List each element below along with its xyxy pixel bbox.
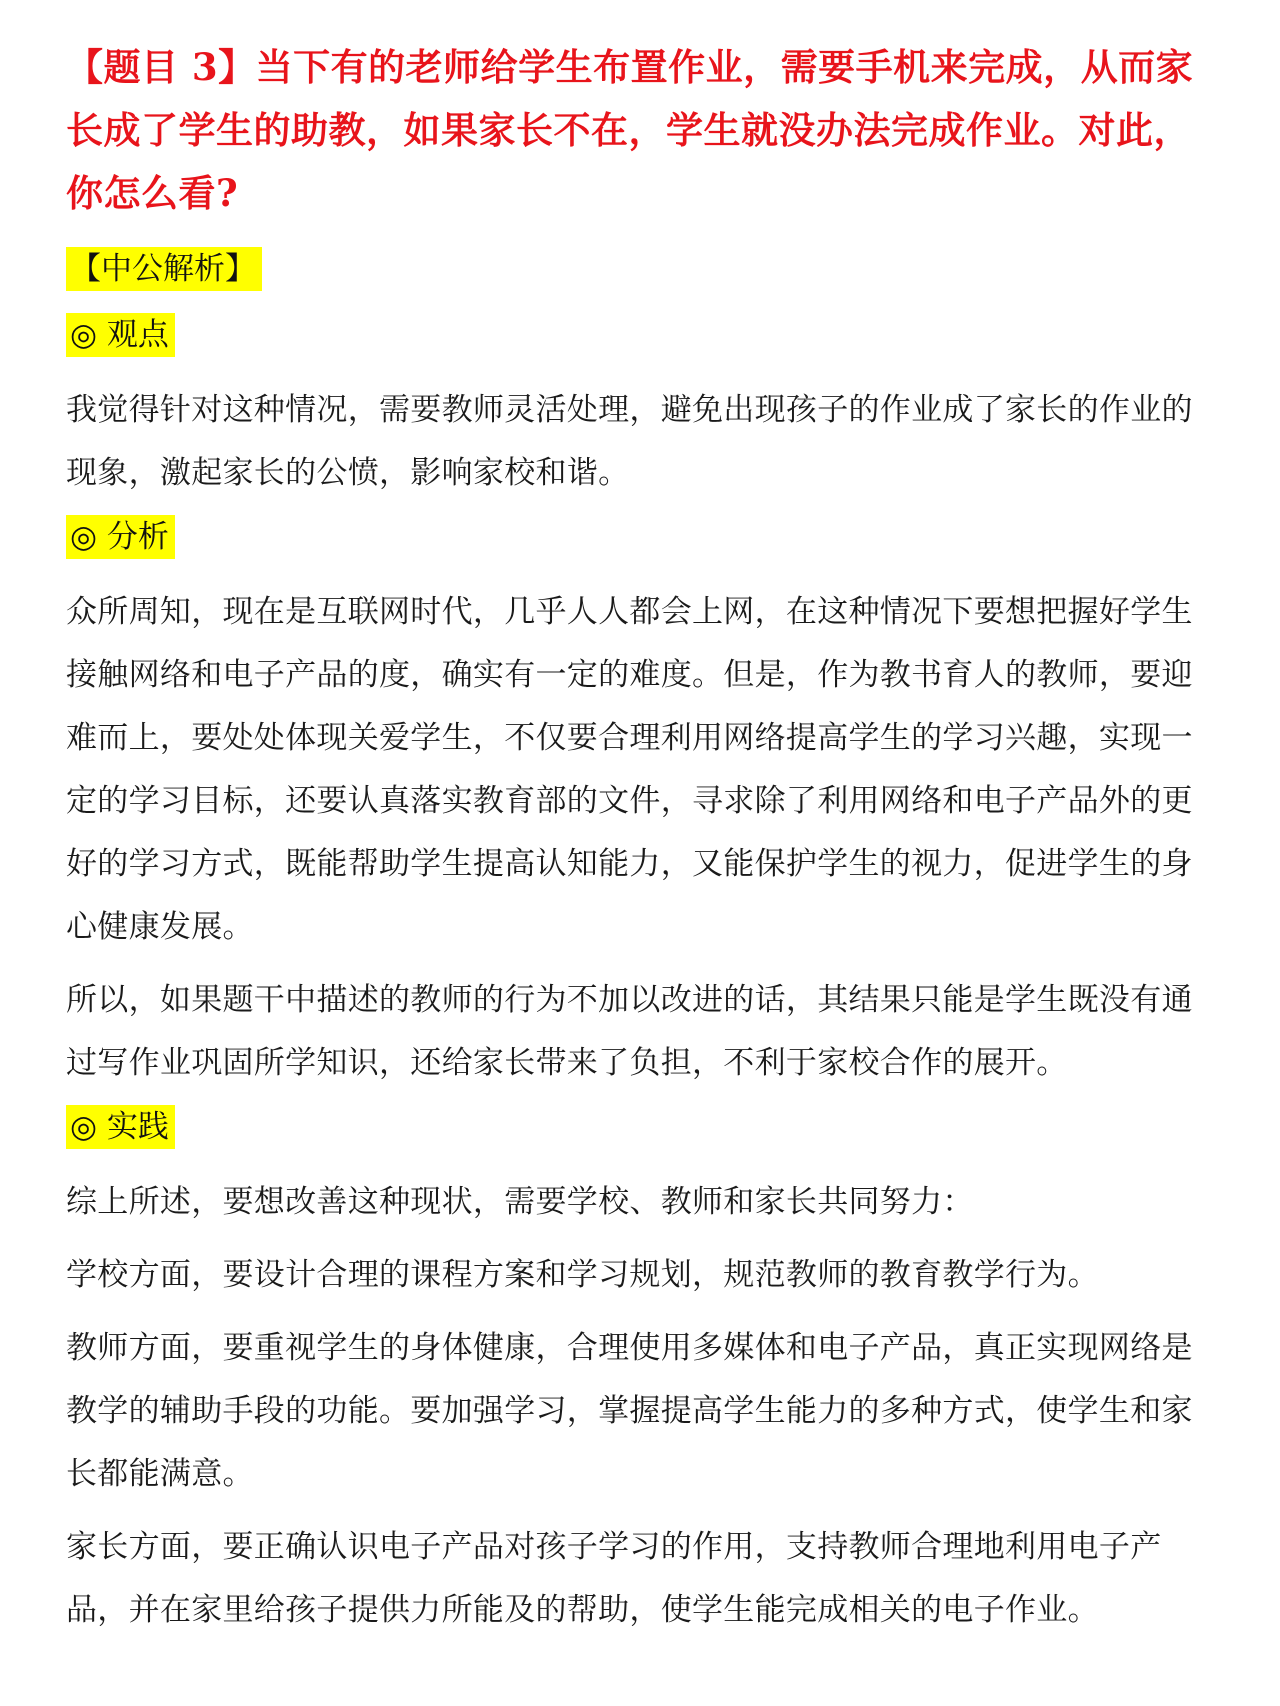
viewpoint-heading-row <box>66 313 1216 379</box>
practice-paragraph: 综上所述，要想改善这种现状，需要学校、教师和家长共同努力： <box>66 1184 974 1220</box>
practice-paragraph: 学校方面，要设计合理的课程方案和学习规划，规范教师的教育教学行为。 <box>66 1257 1099 1293</box>
analysis-paragraph: 所以，如果题干中描述的教师的行为不加以改进的话，其结果只能是学生既没有通过写作业巩固所学知识，还给家长带来了负担，不利于家校合作的展开。 <box>66 982 1193 1081</box>
practice-heading-row <box>66 1105 1216 1171</box>
viewpoint-heading: ◎ 观点 <box>66 313 175 357</box>
viewpoint-paragraph: 我觉得针对这种情况，需要教师灵活处理，避免出现孩子的作业成了家长的作业的现象，激起家长的公愤，影响家校和谐。 <box>66 392 1193 491</box>
analysis-tag: 【中公解析】 <box>66 247 262 291</box>
practice-heading: ◎ 实践 <box>66 1105 175 1149</box>
question-title: 【题目 3】当下有的老师给学生布置作业，需要手机来完成，从而家长成了学生的助教，如果家长不在，学生就没办法完成作业。对此，你怎么看? <box>66 45 1194 215</box>
analysis-heading: ◎ 分析 <box>66 515 175 559</box>
analysis-paragraph: 众所周知，现在是互联网时代，几乎人人都会上网，在这种情况下要想把握好学生接触网络和电子产品的度，确实有一定的难度。但是，作为教书育人的教师，要迎难而上，要处处体现关爱学生，不仅要合理利用网络提高学生的学习兴趣，实现一定的学习目标，还要认真落实教育部的文件，寻求除了利用网络和电子产品外的更好的学习方式，既能帮助学生提高认知能力，又能保护学生的视力，促进学生的身心健康发展。 <box>66 594 1193 945</box>
practice-paragraph: 教师方面，要重视学生的身体健康，合理使用多媒体和电子产品，真正实现网络是教学的辅助手段的功能。要加强学习，掌握提高学生能力的多种方式，使学生和家长都能满意。 <box>66 1330 1193 1492</box>
analysis-tag-row <box>66 247 1216 313</box>
analysis-heading-row <box>66 515 1216 581</box>
practice-paragraph: 家长方面，要正确认识电子产品对孩子学习的作用，支持教师合理地利用电子产品，并在家里给孩子提供力所能及的帮助，使学生能完成相关的电子作业。 <box>66 1529 1162 1628</box>
